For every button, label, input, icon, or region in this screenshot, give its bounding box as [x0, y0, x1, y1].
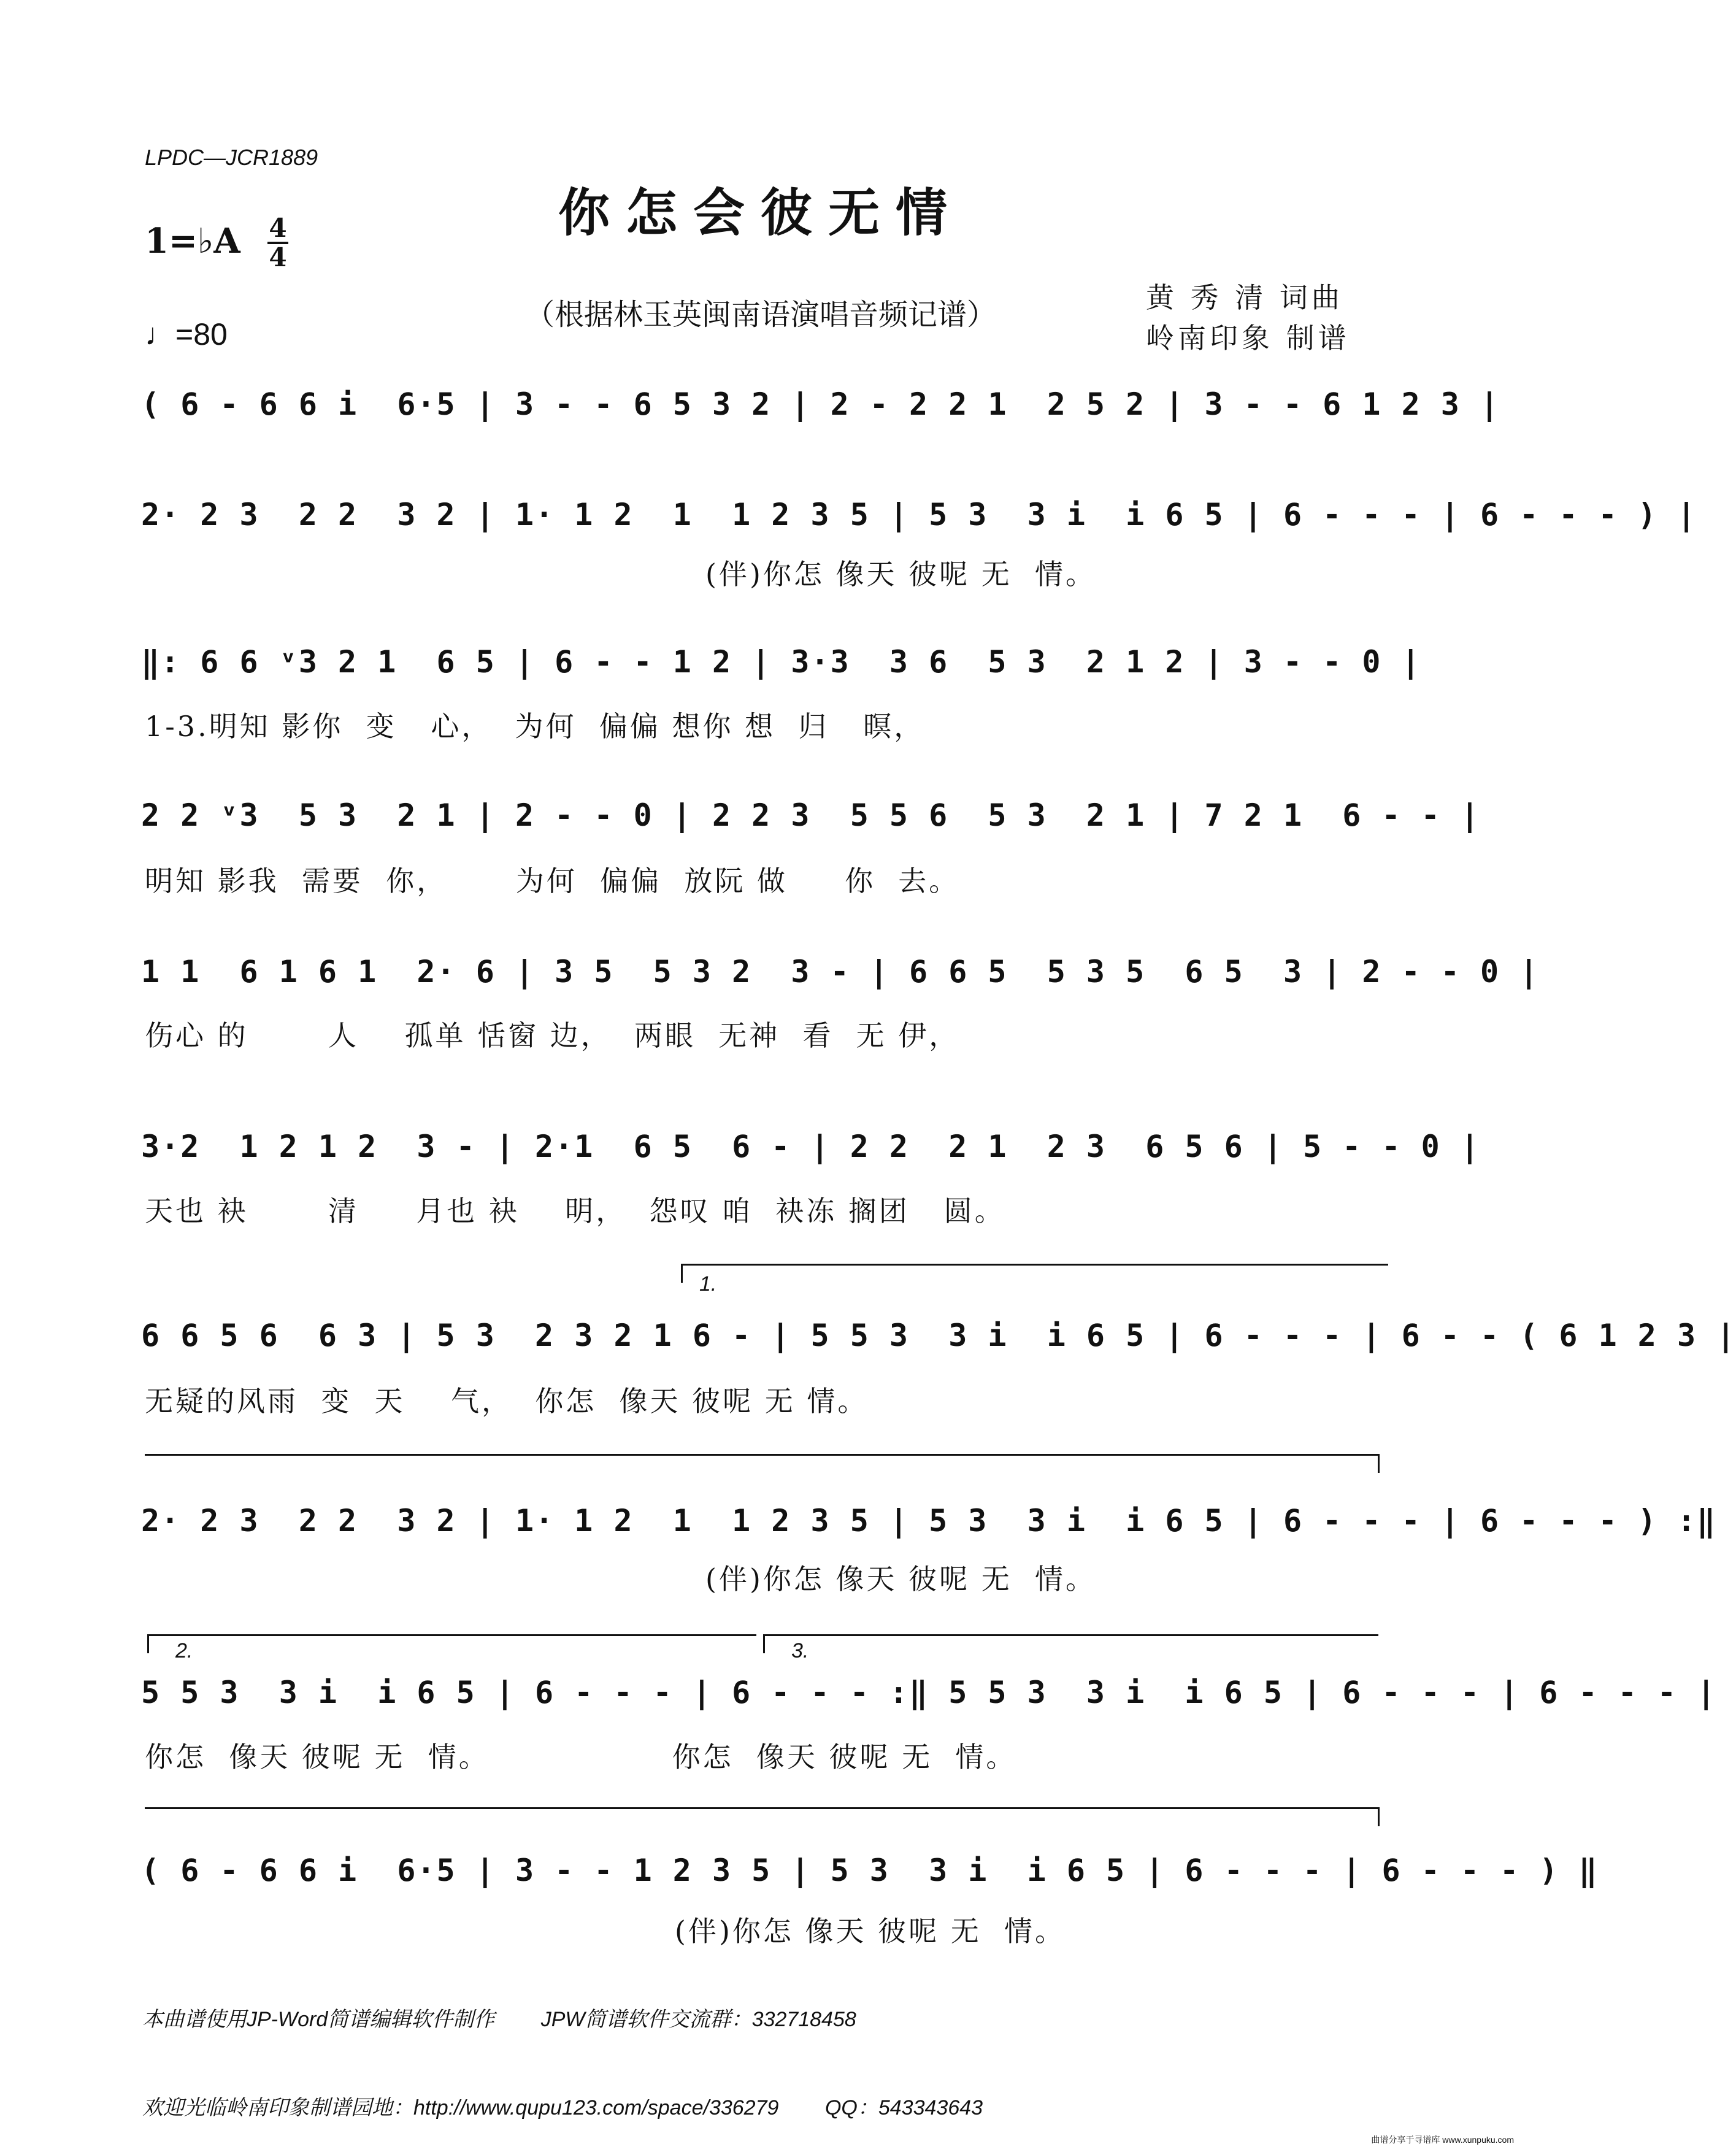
- lyrics-system-4: 明知 影我 需要 你， 为何 偏偏 放阮 做 你 去。: [145, 864, 960, 897]
- credits: [1146, 277, 1350, 358]
- notation-system-6: 3·2 1 2 1 2 3 - | 2·1 6 5 6 - | 2 2 2 1 2 3 6 5 6 | 5 - - 0 |: [141, 1129, 1480, 1164]
- notation-system-1: ( 6 - 6 6 i 6·5 | 3 - - 6 5 3 2 | 2 - 2 2 1 2 5 2 | 3 - - 6 1 2 3 |: [141, 386, 1500, 422]
- third-ending-bracket: [763, 1634, 1378, 1653]
- song-title: 你怎会彼无情: [558, 182, 963, 243]
- lyrics-system-7: 无疑的风雨 变 天 气， 你怎 像天 彼呢 无 情。: [145, 1385, 869, 1418]
- lyrics-system-8: (伴)你怎 像天 彼呢 无 情。: [705, 1562, 1097, 1596]
- third-ending-number: 3.: [791, 1639, 809, 1662]
- second-ending-bracket: [147, 1634, 756, 1653]
- subtitle: （根据林玉英闽南语演唱音频记谱）: [524, 298, 996, 332]
- lyrics-system-3: 1-3.明知 影你 变 心， 为何 偏偏 想你 想 归 暝，: [145, 710, 925, 743]
- catalog-number: LPDC—JCR1889: [145, 145, 318, 170]
- lyrics-system-10: (伴)你怎 像天 彼呢 无 情。: [675, 1915, 1066, 1948]
- footer-line-1: 本曲谱使用JP-Word简谱编辑软件制作 JPW简谱软件交流群：332718458: [142, 2008, 856, 2031]
- lyrics-system-2: (伴)你怎 像天 彼呢 无 情。: [705, 558, 1097, 591]
- footer-line-2: 欢迎光临岭南印象制谱园地：http://www.qupu123.com/space/336279 QQ：543343643: [142, 2096, 983, 2119]
- notation-system-3: ‖: 6 6 ᵛ3 2 1 6 5 | 6 - - 1 2 | 3·3 3 6 5 3 2 1 2 | 3 - - 0 |: [141, 644, 1421, 680]
- notation-system-9: 5 5 3 3 i i 6 5 | 6 - - - | 6 - - - :‖ 5 5 3 3 i i 6 5 | 6 - - - | 6 - - - |: [141, 1675, 1717, 1710]
- first-ending-number: 1.: [699, 1272, 717, 1296]
- time-signature-top: 4: [269, 213, 287, 243]
- footer: [142, 1946, 983, 2152]
- notation-system-2: 2· 2 3 2 2 3 2 | 1· 1 2 1 1 2 3 5 | 5 3 3 i i 6 5 | 6 - - - | 6 - - - ) |: [141, 497, 1697, 532]
- lyrics-system-9: 你怎 像天 彼呢 无 情。 你怎 像天 彼呢 无 情。: [145, 1740, 1017, 1773]
- third-ending-continuation: [145, 1807, 1380, 1826]
- lyrics-system-5: 伤心 的 人 孤单 恬窗 边， 两眼 无神 看 无 伊，: [145, 1019, 960, 1052]
- notation-system-4: 2 2 ᵛ3 5 3 2 1 | 2 - - 0 | 2 2 3 5 5 6 5 3 2 1 | 7 2 1 6 - - |: [141, 797, 1480, 833]
- notation-system-5: 1 1 6 1 6 1 2· 6 | 3 5 5 3 2 3 - | 6 6 5 5 3 5 6 5 3 | 2 - - 0 |: [141, 954, 1540, 990]
- second-ending-number: 2.: [175, 1639, 193, 1662]
- first-ending-continuation: [145, 1454, 1380, 1473]
- arranger-credit: 岭南印象 制谱: [1146, 321, 1350, 355]
- watermark: 曲谱分享于寻谱库 www.xunpuku.com: [1371, 2135, 1514, 2145]
- lyricist-credit: 黄 秀 清 词曲: [1146, 281, 1343, 314]
- time-signature: [267, 213, 288, 272]
- notation-system-7: 6 6 5 6 6 3 | 5 3 2 3 2 1 6 - | 5 5 3 3 i i 6 5 | 6 - - - | 6 - - ( 6 1 2 3 |: [141, 1318, 1736, 1353]
- notation-system-10: ( 6 - 6 6 i 6·5 | 3 - - 1 2 3 5 | 5 3 3 i i 6 5 | 6 - - - | 6 - - - ) ‖: [141, 1853, 1599, 1888]
- first-ending-bracket: [681, 1264, 1388, 1283]
- notation-system-8: 2· 2 3 2 2 3 2 | 1· 1 2 1 1 2 3 5 | 5 3 3 i i 6 5 | 6 - - - | 6 - - - ) :‖: [141, 1503, 1717, 1539]
- time-signature-bottom: 4: [269, 242, 287, 272]
- key-signature: 1=♭A: [145, 221, 240, 261]
- lyrics-system-6: 天也 袂 清 月也 袂 明， 怨叹 咱 袂冻 搁团 圆。: [145, 1194, 1005, 1228]
- tempo-marking: ♩=80: [145, 317, 228, 352]
